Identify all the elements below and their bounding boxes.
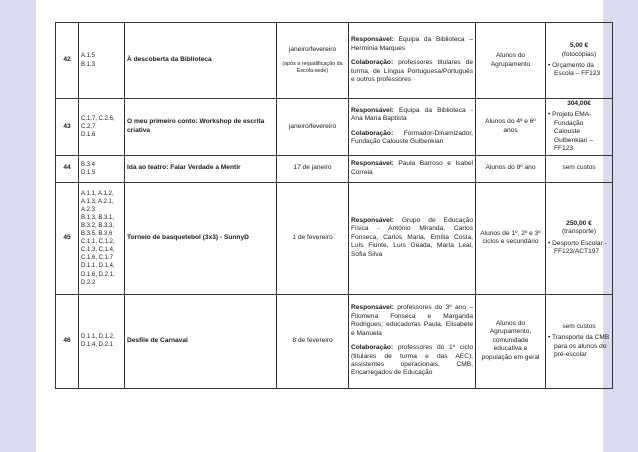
cost-amount: 5,00 € xyxy=(569,42,589,50)
activity-number: 45 xyxy=(56,182,79,294)
table-row xyxy=(56,99,613,156)
objective-codes: A.1.5 B.1.3 xyxy=(79,23,125,99)
activity-title: À descoberta da Biblioteca xyxy=(125,23,277,99)
activity-number: 42 xyxy=(56,23,79,99)
objective-codes: D.1.1, D.1.2, D.1.4, D.2.1 xyxy=(79,294,125,388)
cost-cell xyxy=(546,294,613,388)
cost-detail: (fotocópias) xyxy=(561,50,597,58)
table-row xyxy=(56,155,613,182)
target-public: Alunos do 4º e 6º anos xyxy=(476,99,546,156)
activity-number: 44 xyxy=(56,155,79,182)
cost-cell xyxy=(546,23,613,99)
objective-codes: A.1.1, A.1.2, A.1.3, A.2.1, A.2.3 B.1.3, B.3.1, B.3.2, B.3.3, B.3.5, B.3.6 C.1.1, C.1.2, C.1.3, C.1.4, C.1.6, C.1.7 D.1.1, D.1.4, D.1.6, D.2.1, D.2.2 xyxy=(79,182,125,294)
activity-number: 43 xyxy=(56,99,79,156)
activities-table xyxy=(55,22,613,389)
cost-cell xyxy=(546,99,613,156)
funding-source: • Orçamento da Escola – FF123 xyxy=(548,62,601,78)
funding-source: • Desporto Escolar - FF123/ACT197 xyxy=(548,239,607,256)
objective-codes: B.3.4 D.1.5 xyxy=(79,155,125,182)
target-public: Alunos do Agrupamento, comunidade educativa e população em geral xyxy=(476,294,546,388)
target-public: Alunos do Agrupamento xyxy=(476,23,546,99)
cost-detail: (transporte) xyxy=(561,228,597,236)
responsibles: Responsável: Equipa da Biblioteca - Ana Maria Baptista Colaboração: Formador-Dinamizador, Fundação Calouste Gulbenkian xyxy=(349,99,476,156)
cost-amount: sem custos xyxy=(562,164,596,172)
responsibles: Responsável: Paula Barroso e Isabel Correia xyxy=(349,155,476,182)
cost-cell xyxy=(546,155,613,182)
responsibles: Responsável: Equipa da Biblioteca – Hermínia Marques Colaboração: professores titulares de turma, de Língua Portuguesa/Português e outros professores xyxy=(349,23,476,99)
date-note: (após a requalificação da Escola-sede) xyxy=(282,60,343,74)
activity-date: janeiro/fevereiro (após a requalificação da Escola-sede) xyxy=(277,23,349,99)
document-page xyxy=(36,0,610,452)
cost-amount: 250,00 € xyxy=(566,219,592,227)
cost-amount: sem custos xyxy=(562,322,596,330)
activity-date: janeiro/fevereiro xyxy=(277,99,349,156)
activity-title: O meu primeiro conto: Workshop de escrita criativa xyxy=(125,99,277,156)
cost-amount: 304,00€ xyxy=(567,100,591,107)
funding-source: • Transporte da CMB para os alunos do pré-escolar xyxy=(548,334,610,359)
activity-date: 1 de fevereiro xyxy=(277,182,349,294)
responsibles: Responsável: Grupo de Educação Física - António Miranda, Carlos Fonseca, Carlos Maria, Emília Costa, Luís Fiunte, Luís Geada, Marta Leal, Sofia Silva xyxy=(349,182,476,294)
target-public: Alunos do 8º ano xyxy=(476,155,546,182)
activity-title: Desfile de Carnaval xyxy=(125,294,277,388)
activity-date: 8 de fevereiro xyxy=(277,294,349,388)
table-row xyxy=(56,294,613,388)
activity-title: Torneio de basquetebol (3x3) - SunnyD xyxy=(125,182,277,294)
cost-cell xyxy=(546,182,613,294)
activity-title: Ida ao teatro: Falar Verdade a Mentir xyxy=(125,155,277,182)
table-row xyxy=(56,182,613,294)
objective-codes: C.1.7, C.2.6, C.2.7 D.1.6 xyxy=(79,99,125,156)
funding-source: • Projeto EMA- Fundação Calouste Gulbenkian – FF123 xyxy=(548,111,593,153)
responsibles: Responsável: professores do 3º ano – Filomena Fonseca e Margarida Rodrigues; educadoras Paula, Elisabete e Manuela Colaboração: professores do 1º ciclo (titulares de turma e das AEC), assistentes operacionais, CMB, Encarregados de Educação xyxy=(349,294,476,388)
target-public: Alunos de 1º, 2º e 3º ciclos e secundário xyxy=(476,182,546,294)
table-row xyxy=(56,23,613,99)
activity-date: 17 de janeiro xyxy=(277,155,349,182)
activity-number: 46 xyxy=(56,294,79,388)
